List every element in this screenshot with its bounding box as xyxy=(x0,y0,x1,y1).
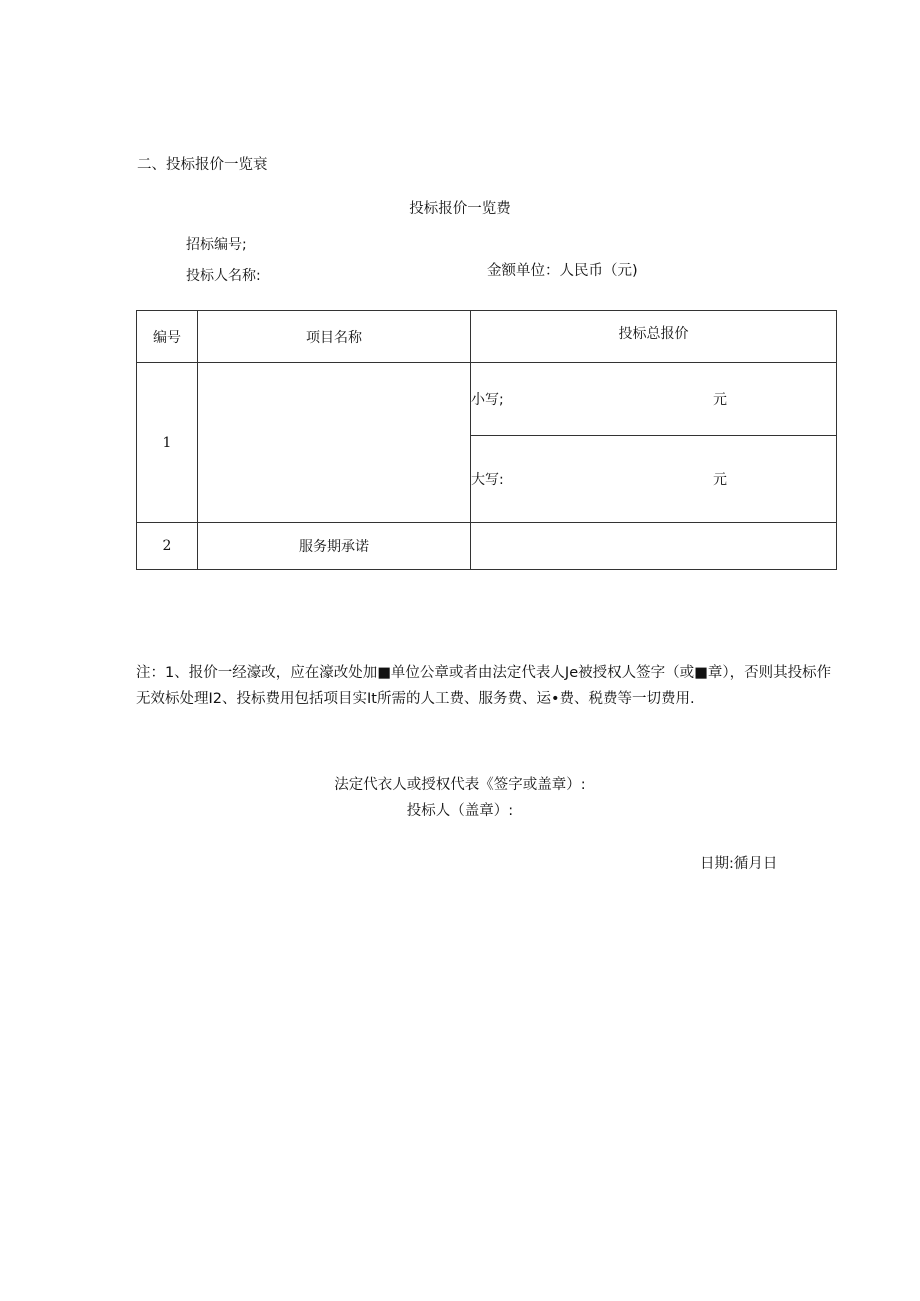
table-row xyxy=(137,523,837,570)
bidder-name-label: 投标人名称: xyxy=(186,268,261,284)
amount-small-label: 小写; xyxy=(471,392,504,408)
date-line: 日期:循月日 xyxy=(700,856,778,872)
row-2-no: 2 xyxy=(137,523,198,570)
bidder-seal-line: 投标人（盖章）: xyxy=(406,803,514,819)
amount-big-cell xyxy=(471,436,837,523)
amount-small-unit: 元 xyxy=(713,392,727,408)
table-title: 投标报价一览费 xyxy=(409,201,511,217)
tender-no-label: 招标编号; xyxy=(186,237,247,253)
note-text: 注：1、报价一经濠改，应在濠改处加■单位公章或者由法定代表人Je被授权人签字（或■章），否则其投标作无效标处理I2、投标费用包括项目实It所需的人工费、服务费、运•费、税费等一切费用. xyxy=(136,665,832,707)
table-header-row xyxy=(137,311,837,363)
row-1-item-name xyxy=(198,363,471,523)
row-1-no: 1 xyxy=(137,363,198,523)
header-item-name: 项目名称 xyxy=(198,311,471,363)
row-2-total xyxy=(471,523,837,570)
quote-table xyxy=(136,310,837,570)
representative-signature-line: 法定代衣人或授权代表《签字或盖章）: xyxy=(334,777,586,793)
header-no: 编号 xyxy=(137,311,198,363)
table-row xyxy=(137,363,837,436)
amount-big-label: 大写: xyxy=(471,472,504,488)
amount-big-unit: 元 xyxy=(713,472,727,488)
currency-unit-label: 金额单位：人民币（元) xyxy=(487,263,638,279)
row-2-item-name: 服务期承诺 xyxy=(198,523,471,570)
amount-small-cell xyxy=(471,363,837,436)
header-total-price: 投标总报价 xyxy=(471,311,837,363)
section-heading: 二、投标报价一览衰 xyxy=(137,157,268,173)
